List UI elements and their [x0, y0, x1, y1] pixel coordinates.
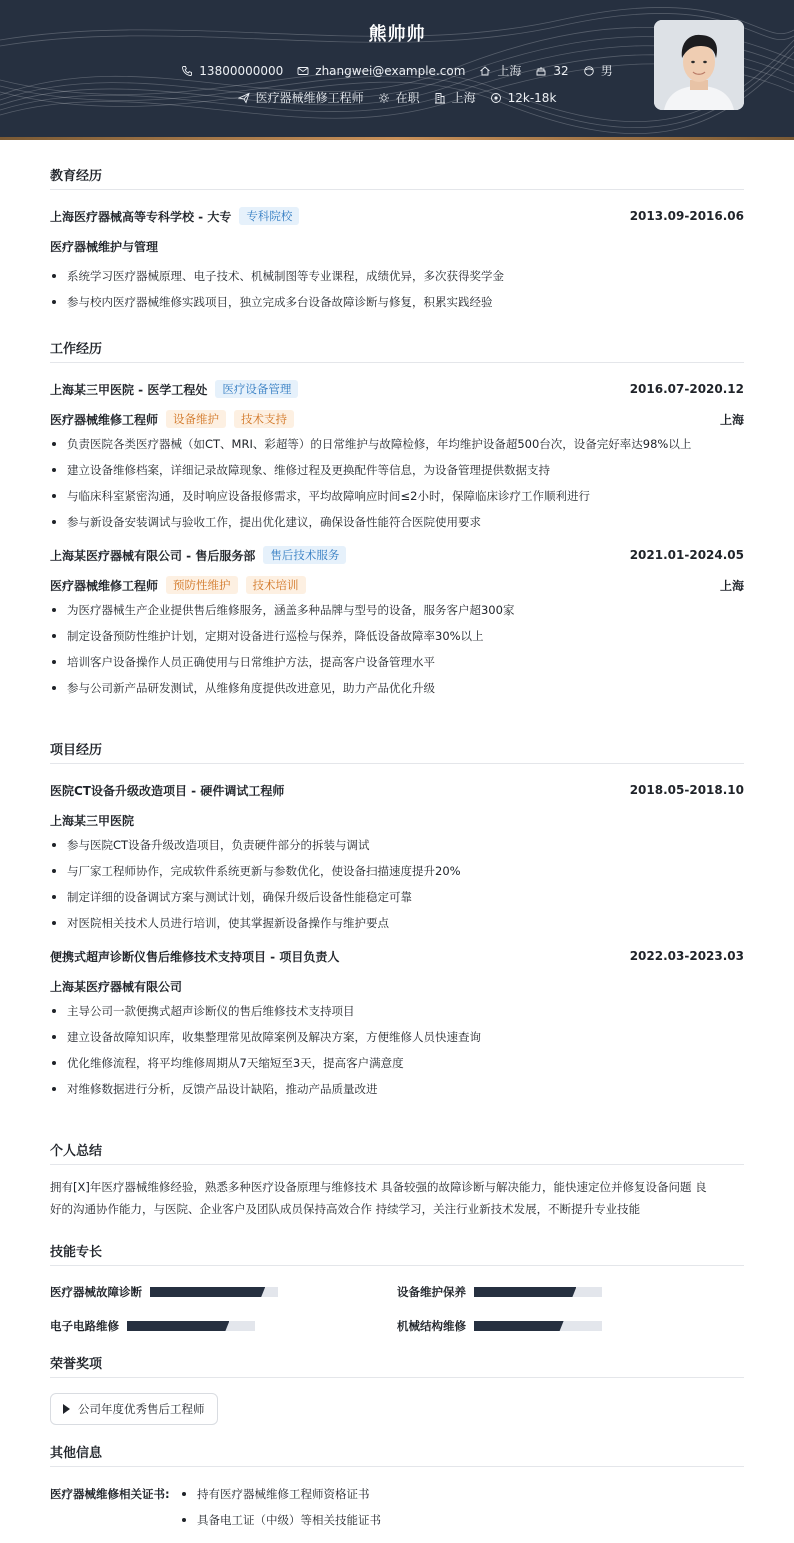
salary-icon — [490, 92, 502, 104]
list-item: 负责医院各类医疗器械（如CT、MRI、彩超等）的日常维护与故障检修，年均维护设备超500台次，设备完好率达98%以上 — [50, 431, 744, 457]
list-item: 具备电工证（中级）等相关技能证书 — [180, 1507, 381, 1533]
education-date: 2013.09-2016.06 — [629, 209, 744, 223]
list-item: 优化维修流程，将平均维修周期从7天缩短至3天，提高客户满意度 — [50, 1050, 744, 1076]
role-name: 医疗器械维修工程师 — [50, 578, 159, 593]
building-icon — [434, 92, 446, 104]
project-title: 医院CT设备升级改造项目 - 硬件调试工程师 — [50, 783, 285, 798]
section-title-skills: 技能专长 — [50, 1241, 744, 1266]
list-item: 建立设备故障知识库，收集整理常见故障案例及解决方案，方便维修人员快速查询 — [50, 1024, 744, 1050]
list-item: 制定详细的设备调试方案与测试计划，确保升级后设备性能稳定可靠 — [50, 884, 744, 910]
skill-bar — [150, 1287, 278, 1297]
project-entry-2 — [50, 948, 744, 964]
skill-bar-fill — [150, 1287, 265, 1297]
role-tag: 技术培训 — [246, 576, 306, 594]
list-item: 建立设备维修档案，详细记录故障现象、维修过程及更换配件等信息，为设备管理提供数据支持 — [50, 457, 744, 483]
company-name: 上海某三甲医院 - 医学工程处 — [50, 382, 208, 397]
work-section — [50, 338, 744, 701]
list-item: 参与新设备安装调试与验收工作，提出优化建议，确保设备性能符合医院使用要求 — [50, 509, 744, 535]
list-item: 与临床科室紧密沟通，及时响应设备报修需求，平均故障响应时间≤2小时，保障临床诊疗工作顺利进行 — [50, 483, 744, 509]
gender-value: 男 — [600, 64, 613, 78]
work-date: 2021.01-2024.05 — [629, 548, 744, 562]
section-title-education: 教育经历 — [50, 165, 744, 190]
salary-value: 12k-18k — [507, 90, 557, 105]
work-bullets-2 — [50, 597, 744, 701]
skill-item — [397, 1284, 744, 1300]
summary-line: 拥有[X]年医疗器械维修经验，熟悉多种医疗设备原理与维修技术 具备较强的故障诊断与解决能力，能快速定位并修复设备问题 良 — [50, 1180, 707, 1194]
age-item — [535, 64, 568, 78]
education-bullets — [50, 263, 744, 315]
resume-header — [0, 0, 794, 140]
skill-name: 电子电路维修 — [50, 1319, 119, 1333]
skill-bar — [474, 1321, 602, 1331]
certificate-list — [180, 1481, 381, 1533]
play-triangle-icon — [63, 1404, 70, 1414]
work-entry-2 — [50, 547, 744, 563]
skill-item — [397, 1318, 744, 1334]
school-tag: 专科院校 — [239, 207, 299, 225]
role-tag: 技术支持 — [234, 410, 294, 428]
phone-value: 13800000000 — [199, 63, 284, 78]
skill-item — [50, 1284, 397, 1300]
section-title-projects: 项目经历 — [50, 739, 744, 764]
list-item: 与厂家工程师协作，完成软件系统更新与参数优化，使设备扫描速度提升20% — [50, 858, 744, 884]
list-item: 参与医院CT设备升级改造项目，负责硬件部分的拆装与调试 — [50, 832, 744, 858]
gender-item — [583, 62, 613, 79]
age-icon — [535, 65, 547, 77]
skill-name: 设备维护保养 — [397, 1285, 466, 1299]
work-date: 2016.07-2020.12 — [629, 382, 744, 396]
project-bullets-2 — [50, 998, 744, 1102]
status-value: 在职 — [395, 91, 420, 105]
role-tag: 设备维护 — [166, 410, 226, 428]
award-label: 公司年度优秀售后工程师 — [78, 1402, 205, 1416]
status-icon — [378, 92, 390, 104]
skill-bar — [474, 1287, 602, 1297]
summary-text — [50, 1176, 744, 1220]
school-name: 上海医疗器械高等专科学校 - 大专 — [50, 209, 232, 224]
project-date: 2022.03-2023.03 — [629, 949, 744, 963]
list-item: 为医疗器械生产企业提供售后维修服务，涵盖多种品牌与型号的设备，服务客户超300家 — [50, 597, 744, 623]
position-value: 医疗器械维修工程师 — [255, 91, 364, 105]
other-info — [50, 1481, 744, 1533]
mail-icon — [297, 65, 309, 77]
list-item: 培训客户设备操作人员正确使用与日常维护方法，提高客户设备管理水平 — [50, 649, 744, 675]
city-item — [479, 62, 521, 79]
work-entry-1 — [50, 381, 744, 397]
project-org: 上海某三甲医院 — [50, 813, 135, 828]
awards-section — [50, 1353, 744, 1425]
summary-line: 好的沟通协作能力，与医院、企业客户及团队成员保持高效合作 持续学习，关注行业新技术发展，不断提升专业技能 — [50, 1202, 641, 1216]
skills-row-1 — [50, 1284, 744, 1300]
skill-item — [50, 1318, 397, 1334]
skill-bar — [127, 1321, 255, 1331]
email-item — [297, 64, 465, 78]
list-item: 参与公司新产品研发测试，从维修角度提供改进意见，助力产品优化升级 — [50, 675, 744, 701]
salary-item — [490, 91, 557, 105]
list-item: 系统学习医疗器械原理、电子技术、机械制图等专业课程，成绩优异，多次获得奖学金 — [50, 263, 744, 289]
status-item — [378, 89, 420, 106]
company-name: 上海某医疗器械有限公司 - 售后服务部 — [50, 548, 256, 563]
send-icon — [238, 92, 250, 104]
work-city-item — [434, 89, 476, 106]
list-item: 持有医疗器械维修工程师资格证书 — [180, 1481, 381, 1507]
phone-icon — [181, 65, 193, 77]
role-tag: 预防性维护 — [166, 576, 238, 594]
candidate-name: 熊帅帅 — [368, 24, 426, 45]
project-bullets-1 — [50, 832, 744, 936]
section-title-summary: 个人总结 — [50, 1140, 744, 1165]
skill-bar-fill — [474, 1321, 564, 1331]
project-date: 2018.05-2018.10 — [629, 783, 744, 797]
work-location: 上海 — [719, 412, 744, 427]
summary-section — [50, 1140, 744, 1220]
home-icon — [479, 65, 491, 77]
education-entry — [50, 208, 744, 224]
certificate-label: 医疗器械维修相关证书: — [50, 1487, 170, 1501]
position-item — [238, 89, 364, 106]
award-item — [50, 1393, 218, 1425]
list-item: 主导公司一款便携式超声诊断仪的售后维修技术支持项目 — [50, 998, 744, 1024]
skills-section — [50, 1241, 744, 1334]
list-item: 对医院相关技术人员进行培训，使其掌握新设备操作与维护要点 — [50, 910, 744, 936]
work-city-value: 上海 — [451, 91, 476, 105]
skills-row-2 — [50, 1318, 744, 1334]
header-accent-line — [0, 137, 794, 140]
age-value: 32 — [553, 63, 569, 78]
projects-section — [50, 739, 744, 1102]
city-value: 上海 — [497, 64, 522, 78]
education-section — [50, 165, 744, 315]
company-tag: 医疗设备管理 — [215, 380, 298, 398]
avatar-portrait — [654, 20, 744, 110]
work-bullets-1 — [50, 431, 744, 535]
other-section — [50, 1442, 744, 1533]
list-item: 参与校内医疗器械维修实践项目，独立完成多台设备故障诊断与修复，积累实践经验 — [50, 289, 744, 315]
skill-bar-fill — [474, 1287, 576, 1297]
phone-item — [181, 64, 283, 78]
skill-name: 机械结构维修 — [397, 1319, 466, 1333]
section-title-awards: 荣誉奖项 — [50, 1353, 744, 1378]
gender-icon — [583, 65, 595, 77]
project-org: 上海某医疗器械有限公司 — [50, 979, 183, 994]
skill-bar-fill — [127, 1321, 229, 1331]
section-title-other: 其他信息 — [50, 1442, 744, 1467]
major-name: 医疗器械维护与管理 — [50, 239, 159, 254]
project-entry-1 — [50, 782, 744, 798]
role-name: 医疗器械维修工程师 — [50, 412, 159, 427]
project-title: 便携式超声诊断仪售后维修技术支持项目 - 项目负责人 — [50, 949, 340, 964]
email-value: zhangwei@example.com — [315, 63, 466, 78]
section-title-work: 工作经历 — [50, 338, 744, 363]
work-location: 上海 — [719, 578, 744, 593]
list-item: 对维修数据进行分析，反馈产品设计缺陷，推动产品质量改进 — [50, 1076, 744, 1102]
company-tag: 售后技术服务 — [263, 546, 346, 564]
skill-name: 医疗器械故障诊断 — [50, 1285, 142, 1299]
list-item: 制定设备预防性维护计划，定期对设备进行巡检与保养，降低设备故障率30%以上 — [50, 623, 744, 649]
avatar — [654, 20, 744, 110]
